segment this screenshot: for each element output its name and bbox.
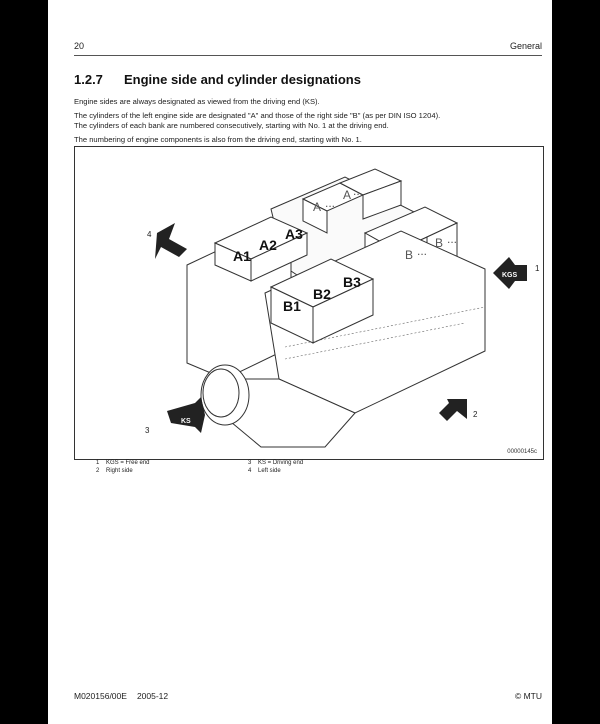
paragraph-cylinder-numbering: The cylinders of each bank are numbered consecutively, starting with No. 1 at the driving end.	[74, 121, 389, 130]
paragraph-engine-sides: Engine sides are always designated as viewed from the driving end (KS).	[74, 97, 320, 106]
paragraph-component-numbering: The numbering of engine components is also from the driving end, starting with No. 1.	[74, 134, 362, 144]
doc-date: 2005-12	[136, 691, 169, 701]
legend-item: 4 Left side	[248, 467, 281, 474]
body-text	[74, 97, 544, 145]
far-a2-label: A	[343, 188, 352, 202]
paragraph-cylinder-designation: The cylinders of the left engine side are designated "A" and those of the right side "B" (as per DIN ISO 1204).	[74, 110, 441, 120]
header-rule	[74, 55, 542, 56]
header-section-title: General	[509, 41, 542, 51]
far-b2-label: B	[435, 236, 444, 250]
figure-id: 00000145c	[507, 449, 537, 455]
cyl-b1-label: B1	[283, 298, 301, 314]
page-number: 20	[74, 41, 85, 51]
callout-3: 3	[145, 426, 150, 435]
section-title: Engine side and cylinder designations	[124, 72, 361, 87]
far-b-ellipsis-2: ...	[447, 232, 458, 246]
section-number: 1.2.7	[74, 72, 103, 87]
callout-4: 4	[147, 230, 152, 239]
far-a-ellipsis-2: ...	[353, 184, 364, 198]
legend-item: 3 KS = Driving end	[248, 460, 304, 466]
legend-item: 1 KGS = Free end	[96, 460, 150, 466]
cyl-b2-label: B2	[313, 286, 331, 302]
callout-1: 1	[535, 264, 540, 273]
cyl-b3-label: B3	[343, 274, 361, 290]
arrow-ks	[167, 397, 205, 433]
cyl-a3-label: A3	[285, 226, 303, 242]
footer-brand: © MTU	[514, 691, 542, 701]
kgs-label: KGS	[502, 272, 518, 279]
engine-figure	[74, 146, 544, 460]
far-b-ellipsis-1: ...	[417, 244, 428, 258]
far-a1-label: A	[313, 200, 322, 214]
callout-2: 2	[473, 410, 478, 419]
arrow-left-side	[155, 223, 187, 259]
cyl-a1-label: A1	[233, 248, 251, 264]
engine-drawing	[75, 147, 545, 461]
doc-number: M020156/00E	[74, 691, 127, 701]
ks-label: KS	[181, 418, 191, 425]
document-page	[48, 0, 552, 724]
far-a-ellipsis-1: ...	[325, 196, 336, 210]
cyl-a2-label: A2	[259, 237, 277, 253]
legend-item: 2 Right side	[96, 467, 133, 474]
footer-left	[74, 691, 168, 701]
arrow-right-side	[439, 399, 467, 421]
legend-left	[96, 460, 150, 475]
far-b1-label: B	[405, 248, 414, 262]
flywheel-inner	[203, 369, 239, 417]
legend-right	[248, 460, 303, 475]
